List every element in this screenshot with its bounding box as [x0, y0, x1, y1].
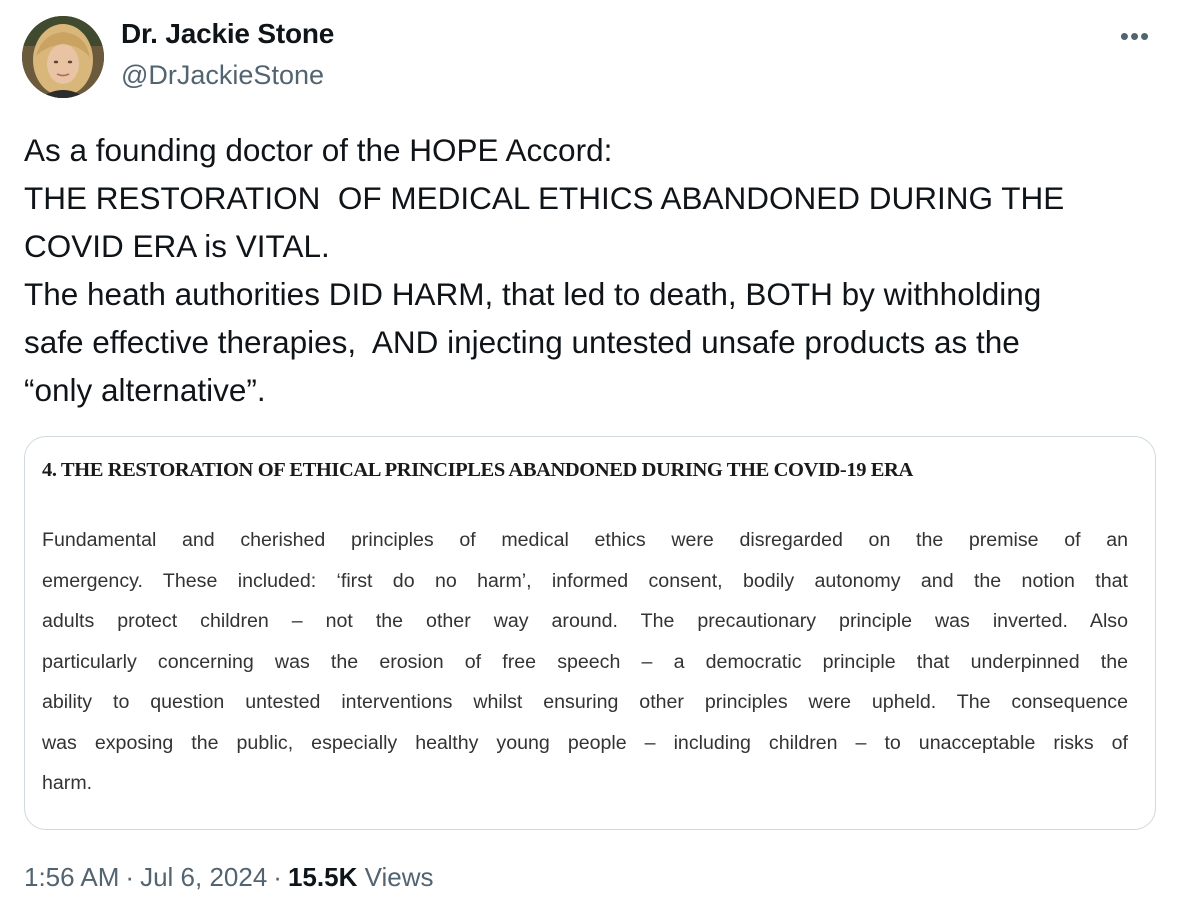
author-handle[interactable]: @DrJackieStone: [121, 60, 324, 90]
document-line: Fundamental and cherished principles of medical ethics were disregarded on the premise of an: [42, 529, 1128, 551]
avatar-photo: [22, 16, 104, 98]
views-label[interactable]: Views: [364, 862, 434, 892]
document-line: emergency. These included: ‘first do no harm’, informed consent, bodily autonomy and the notion that: [42, 569, 1128, 592]
author-display-name[interactable]: Dr. Jackie Stone: [121, 18, 335, 49]
tweet-time[interactable]: 1:56 AM: [24, 862, 120, 892]
tweet-text-line: The heath authorities DID HARM, that led to death, BOTH by withholding: [24, 276, 1042, 312]
tweet-text-line: COVID ERA is VITAL.: [24, 228, 330, 264]
tweet-text-line: safe effective therapies, AND injecting untested unsafe products as the: [24, 324, 1020, 360]
attached-image[interactable]: [24, 436, 1156, 830]
document-heading: 4. THE RESTORATION OF ETHICAL PRINCIPLES ABANDONED DURING THE COVID-19 ERA: [42, 459, 913, 481]
separator-dot: ·: [125, 862, 135, 892]
tweet-text-line: THE RESTORATION OF MEDICAL ETHICS ABANDONED DURING THE: [24, 180, 1065, 216]
document-paragraph: [42, 520, 1128, 804]
tweet-meta: [24, 862, 433, 893]
document-line: particularly concerning was the erosion of free speech – a democratic principle that underpinned the: [42, 650, 1128, 673]
tweet-text-line: As a founding doctor of the HOPE Accord:: [24, 132, 613, 168]
tweet-text: [24, 126, 1164, 414]
separator-dot: ·: [273, 862, 282, 892]
avatar[interactable]: [22, 16, 104, 98]
views-count[interactable]: 15.5K: [287, 862, 358, 892]
tweet-text-line: “only alternative”.: [24, 372, 266, 408]
tweet-date[interactable]: Jul 6, 2024: [140, 862, 268, 892]
more-options-button[interactable]: [1112, 16, 1158, 56]
more-horizontal-icon: •••: [1119, 21, 1151, 51]
document-line: adults protect children – not the other way around. The precautionary principle was inverted. Also: [42, 610, 1128, 632]
document-line: harm.: [42, 772, 93, 794]
document-line: was exposing the public, especially healthy young people – including children – to unacceptable risks of: [42, 731, 1128, 754]
document-line: ability to question untested interventions whilst ensuring other principles were upheld. The consequence: [42, 691, 1128, 713]
